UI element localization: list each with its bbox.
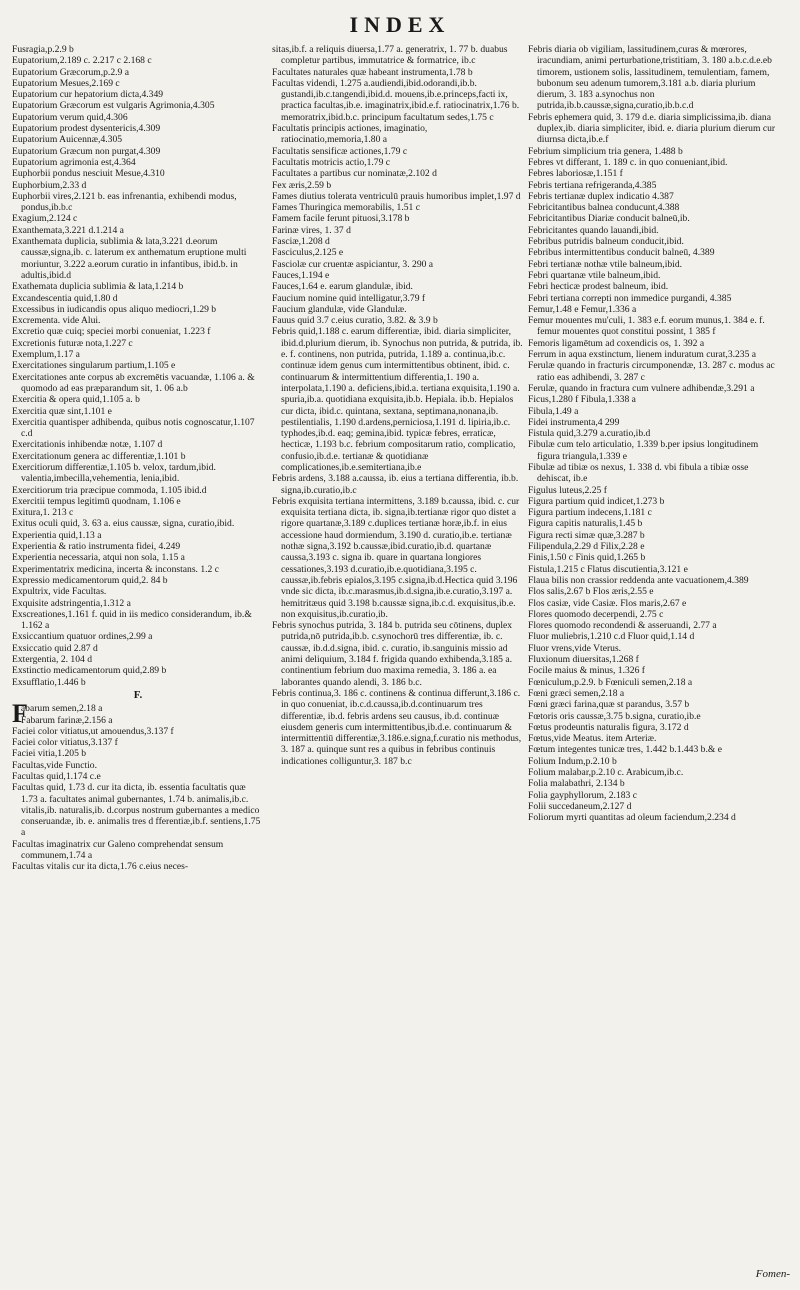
index-entry: Finis,1.50 c Finis quid,1.265 b <box>528 552 646 564</box>
index-entry: Facultates a partibus cur nominatæ,2.102 d <box>272 168 437 180</box>
index-entry: Exitura,1. 213 c <box>12 507 74 519</box>
index-entry: Fidei instrumenta,4 299 <box>528 416 620 428</box>
index-entry: Exercitia quantisper adhibenda, quibus notis cognoscatur,1.107 c.d <box>12 416 255 440</box>
index-entry: Focile maius & minus, 1.326 f <box>528 665 645 677</box>
page-title: INDEX <box>349 12 451 37</box>
index-column-2 <box>272 44 524 767</box>
index-entry: Fasciæ,1.208 d <box>272 236 330 248</box>
index-entry: Febris tertiana refrigeranda,4.385 <box>528 179 657 191</box>
index-entry: Exscreationes,1.161 f. quid in iis medico considerandum, ib.& 1.162 a <box>12 608 252 632</box>
index-entry: Exagium,2.124 c <box>12 213 78 225</box>
index-entry: Exitus oculi quid, 3. 63 a. eius caussæ, signa, curatio,ibid. <box>12 518 235 530</box>
index-entry: Facultatis motricis actio,1.79 c <box>272 156 391 168</box>
index-entry: Fœniculum,p.2.9. b Fœniculi semen,2.18 a <box>528 676 693 688</box>
index-entry: Folium Indum,p.2.10 b <box>528 755 617 767</box>
index-entry: Facultas quid,1.174 c.e <box>12 771 101 782</box>
index-entry: Exsiccatio quid 2.87 d <box>12 642 98 654</box>
index-entry: Eupatorium Græcorum,p.2.9 a <box>12 66 129 78</box>
index-entry: Figura partium indecens,1.181 c <box>528 507 652 519</box>
index-column-1 <box>12 44 264 873</box>
index-entry: Farinæ vires, 1. 37 d <box>272 224 351 236</box>
index-entry: Exercitationum genera ac differentiæ,1.101 b <box>12 450 186 462</box>
index-entry: Fœtus prodeuntis naturalis figura, 3.172 d <box>528 721 689 733</box>
index-entry: Fœni græci farina,quæ st parandus, 3.57 b <box>528 699 690 711</box>
index-entry: Febricitantibus balnea conducunt,4.388 <box>528 202 680 214</box>
index-entry: Eupatorium Græcorum est vulgaris Agrimonia,4.305 <box>12 100 215 112</box>
index-entry: Exercitia & opera quid,1.105 a. b <box>12 394 140 406</box>
index-entry: Fistula quid,3.279 a.curatio,ib.d <box>528 428 651 440</box>
index-entry: Exercitationes ante corpus ab excremētis vacuandæ, 1.106 a. & quomodo ad eas præparandum sit, 1. 06 a.b <box>12 371 255 394</box>
section-letter: F. <box>133 688 143 701</box>
index-entry: Fibulæ ad tibiæ os nexus, 1. 338 d. vbi fibula a tibiæ osse dehiscat, ib.e <box>528 461 749 485</box>
index-column-3 <box>528 44 780 823</box>
index-entry: Eupatorium,2.189 c. 2.217 c 2.168 c <box>12 55 152 67</box>
index-entry: Flores quomodo recondendi & asseruandi, 2.77 a <box>528 620 717 632</box>
index-entry: Expressio medicamentorum quid,2. 84 b <box>12 574 168 586</box>
index-entry: Fasciolæ cur cruentæ aspiciantur, 3. 290 a <box>272 258 434 270</box>
index-entry: Foliorum myrti quantitas ad oleum faciendum,2.234 d <box>528 812 736 824</box>
index-entry: Febris tertianæ duplex indicatio 4.387 <box>528 190 674 202</box>
index-entry: Exsiccantium quatuor ordines,2.99 a <box>12 631 153 643</box>
index-entry: Excrementa. vide Alui. <box>12 315 101 327</box>
index-entry: Folii succedaneum,2.127 d <box>528 800 632 812</box>
index-entry: Febris diaria ob vigiliam, lassitudinem,curas & mœrores, iracundiam, animi perturbatione,tristitiam, 3. 180 a.b.c.d.e.eb timorem, ustionem solis, lassitudinem, temulentiam, famem, bubonum seu adenum tumorem,3.181 a.b. diaria plurium dierum, 3. 183 a.synochus non putrida,ib.b.caussæ,signa,curatio,ib.b.c.d <box>528 44 772 112</box>
index-entry: Febres vt differant, 1. 189 c. in quo conueniant,ibid. <box>528 156 728 168</box>
index-entry: Exercitationes singularum partium,1.105 e <box>12 360 176 372</box>
index-entry: Febres laboriosæ,1.151 f <box>528 168 623 180</box>
index-entry: Facultas vitalis cur ita dicta,1.76 c.eius neces- <box>12 861 189 873</box>
index-entry: Fistula,1.215 c Flatus discutientia,3.121 e <box>528 563 688 575</box>
index-entry: Fœtoris oris caussæ,3.75 b.signa, curatio,ib.e <box>528 710 701 722</box>
index-entry: Fluor muliebris,1.210 c.d Fluor quid,1.14 d <box>528 631 695 643</box>
index-entry: Fluxionum diuersitas,1.268 f <box>528 654 639 666</box>
index-entry: Febris synochus putrida, 3. 184 b. putrida seu cōtinens, duplex putrida,nō putrida,ib.b. c.synochorū tres differentiæ, ib. c. caussæ, ib.d.d.signa, ibid. c. curatio, ib.sanguinis missio ad animi deliquium, 3.184 f. frigida quando exhibenda,3.185 a. continentium febrium duo maxima remedia, 3. 186 a. ea laborantes quando alendi, 3. 186 b.c. <box>272 620 513 688</box>
index-entry: Eupatorium cur hepatorium dicta,4.349 <box>12 89 164 101</box>
index-entry: Fœtum integentes tunicæ tres, 1.442 b.1.443 b.& e <box>528 744 722 756</box>
index-entry: Facultates naturales quæ habeant instrumenta,1.78 b <box>272 66 473 78</box>
index-entry: Exstinctio medicamentorum quid,2.89 b <box>12 665 167 677</box>
index-entry: Fibula,1.49 a <box>528 405 579 417</box>
index-entry: Exquisite adstringentia,1.312 a <box>12 597 131 609</box>
index-entry: Flos salis,2.67 b Flos æris,2.55 e <box>528 586 654 598</box>
index-entry: Figura partium quid indicet,1.273 b <box>528 495 665 507</box>
index-entry: Febris ephemera quid, 3. 179 d.e. diaria simplicissima,ib. diana duplex,ib. diaria simpliciter, ibid. e. diaria plurium dierum cur diurnsa dicta,ib.e.f <box>528 111 776 146</box>
index-entry: Exercitii tempus legitimū quodnam, 1.106 e <box>12 495 181 507</box>
index-entry: Folium malabar,p.2.10 c. Arabicum,ib.c. <box>528 767 684 778</box>
index-entry: Flores quomodo decerpendi, 2.75 c <box>528 608 664 620</box>
index-entry: Eupatorium prodest dysentericis,4.309 <box>12 123 161 135</box>
index-entry: Flos casiæ, vide Casiæ. Flos maris,2.67 e <box>528 597 687 609</box>
index-entry: Fasciculus,2.125 e <box>272 247 344 259</box>
index-entry: Exanthemata,3.221 d.1.214 a <box>12 224 124 236</box>
index-entry: Excretio quæ cuiq; speciei morbi conueniat, 1.223 f <box>12 326 211 338</box>
index-entry: sitas,ib.f. a reliquis diuersa,1.77 a. generatrix, 1. 77 b. duabus completur partibus, immutatrice & formatrice, ib.c <box>272 44 508 67</box>
index-entry: Fames Thuringica memorabilis, 1.51 c <box>272 202 420 214</box>
index-entry: Facultatis principis actiones, imaginatio, ratiocinatio,memoria,1.80 a <box>272 123 428 146</box>
index-entry: Fœtus,vide Meatus. item Arteriæ. <box>528 733 657 745</box>
index-entry: Facultas quid, 1.73 d. cur ita dicta, ib. essentia facultatis quæ 1.73 a. facultates animal gubernantes, 1.74 b. animalis,ib.c. vitalis,ib. naturalis,ib. d.corpus nostrum gubernantes a medico conseruandæ, ib. e. animalis tres d fferentiæ,ib.f. sentiens,1.75 a <box>12 782 261 839</box>
index-entry: Exercitiorum differentiæ,1.105 b. velox, tardum,ibid. valentia,imbecilla,vehementia, lenia,ibid. <box>12 461 216 485</box>
index-entry: Exathemata duplicia sublimia & lata,1.214 b <box>12 281 184 293</box>
index-entry: Exanthemata duplicia, sublimia & lata,3.221 d.eorum caussæ,signa,ib. c. laterum ex anthematum eruptione multi moriuntur, 3.222 a.eorum curatio in infantibus, ibid.b. in adultis,ibid.d <box>12 236 247 281</box>
index-entry: Febri tertianæ nothæ vtile balneum,ibid. <box>528 258 683 270</box>
index-entry: Febris continua,3. 186 c. continens & continua differunt,3.186 c. in quo conueniat, ib.c.d.caussa,ib.d.continuarum tres differentiæ, ib.d. febris ardens seu causus, ib.d. continuæ eiusdem generis cum intermittentibus,ib.d.e. continuarum & intermittentiū differentiæ,3.186.e.signa,f.curatio nis methodus, 3. 187 a. quinque sunt res a quibus in febribus continuis indicationes colliguntur,3. 187 b.c <box>272 687 522 767</box>
index-entry: Fusragia,p.2.9 b <box>12 44 74 55</box>
index-entry: Experientia & ratio instrumenta fidei, 4.249 <box>12 541 181 553</box>
index-entry: Fex æris,2.59 b <box>272 179 332 191</box>
index-entry: Facultas videndi, 1.275 a.audiendi,ibid.odorandi,ib.b. gustandi,ib.c.tangendi,ibid.d. mouens,ib.e.princeps,facti ix, practica facultas,ib.e. imaginatrix,ibid.e.f. ratiocinatrix,1.76 b. memoratrix,ibid.b.c. principum facultatum sedes,1.75 c <box>272 77 520 123</box>
index-entry: Faucium nomine quid intelligatur,3.79 f <box>272 292 426 304</box>
index-entry: Famem facile ferunt pituosi,3.178 b <box>272 213 410 225</box>
index-entry: Ficus,1.280 f Fibula,1.338 a <box>528 394 636 406</box>
index-entry: Euphorbii pondus nesciuit Mesue,4.310 <box>12 168 165 180</box>
index-entry: Exemplum,1.17 a <box>12 349 80 361</box>
catchword: Fomen- <box>755 1268 790 1280</box>
index-entry: Excandescentia quid,1.80 d <box>12 292 118 304</box>
index-entry: Febribus putridis balneum conducit,ibid. <box>528 236 684 248</box>
index-entry: Experientia necessaria, atqui non sola, 1.15 a <box>12 552 185 564</box>
index-entry: Extergentia, 2. 104 d <box>12 654 93 666</box>
index-entry: Febris ardens, 3.188 a.caussa, ib. eius a tertiana differentia, ib.b. signa,ib.curatio,ib.c <box>272 473 519 496</box>
index-entry: Figulus luteus,2.25 f <box>528 484 607 496</box>
index-entry: Febricitantes quando lauandi,ibid. <box>528 224 659 236</box>
index-entry: Ferulæ quando in fracturis circumponendæ, 13. 287 c. modus ac ratio eas adhibendi, 3. 287 c <box>528 360 775 383</box>
index-entry: Exercitationis inhibendæ notæ, 1.107 d <box>12 439 163 451</box>
index-entry: Eupatorium agrimonia est,4.364 <box>12 156 136 168</box>
index-entry: Experimentatrix medicina, incerta & inconstans. 1.2 c <box>12 563 219 575</box>
index-entry: Eupatorium Græcum non purgat,4.309 <box>12 145 161 157</box>
index-entry: Facultatis sensificæ actiones,1.79 c <box>272 145 408 157</box>
index-entry: Fabarum farinæ,2.156 a <box>20 714 113 726</box>
index-entry: Fauces,1.194 e <box>272 269 330 281</box>
index-entry: Fabarum semen,2.18 a <box>12 699 103 729</box>
index-entry: Excretionis futuræ nota,1.227 c <box>12 337 133 349</box>
index-entry: Faciei color vitiatus,3.137 f <box>12 737 118 749</box>
index-entry: Febri hecticæ prodest balneum, ibid. <box>528 281 669 293</box>
index-entry: Febribus intermittentibus conducit balneū, 4.389 <box>528 247 715 259</box>
index-entry: Febris exquisita tertiana intermittens, 3.189 b.caussa, ibid. c. cur exquisita tertiana dicta, ib. signa,ib.tertianæ rigor quo distet a rigore quartanæ,3.189 c.duplices tertianæ horæ,ib.f. in eius accessione haud dormiendum, 3.190 d. curatio,ib.e. tertianæ nothæ signa,3.192 b.caussæ,ibid.curatio,ib.d. quartanæ caussa,3.193 c. signa ib. quare in quartana longiores cessationes,3.193 d.curatio,ib.e.quotidiana,3.195 c. caussæ,ib.febris epialos,3.195 c.signa,ib.d.Hectica quid 3.196 vnde sic dicta, ib.c.marasmus,ib.d.signa,ib.e.curatio,3.197 a. hemitritæus quid 3.198 b.caussæ signa,ib.c.d. exquisitus,ib.e. non exquisitus,ib.curatio,ib. <box>272 495 520 620</box>
index-entry: Femur,1.48 e Femur,1.336 a <box>528 303 637 315</box>
index-entry: Facultas,vide Functio. <box>12 759 97 771</box>
index-entry: Eupatorium Mesues,2.169 c <box>12 77 120 89</box>
index-entry: Figura capitis naturalis,1.45 b <box>528 518 643 530</box>
index-entry: Femur mouentes mu'culi, 1. 383 e.f. eorum munus,1. 384 e. f. femur mouentes quot constitui possint, 1 385 f <box>528 315 765 338</box>
index-entry: Fibulæ cum telo articulatio, 1.339 b.per ipsius longitudinem figura triangula,1.339 e <box>528 439 759 462</box>
index-entry: Fauces,1.64 e. earum glandulæ, ibid. <box>272 281 413 293</box>
index-entry: Euphorbii vires,2.121 b. eas infrenantia, exhibendi modus, pondus,ib.b.c <box>12 190 237 214</box>
index-entry: Exercitia quæ sint,1.101 e <box>12 405 112 417</box>
index-entry: Eupatorium verum quid,4.306 <box>12 111 128 123</box>
index-entry: Febris quid,1.188 c. earum differentiæ, ibid. diaria simpliciter, ibid.d.plurium dierum, ib. Synochus non putrida, & putrida, ib. e. f. continens, non putrida, putrida, 1.189 a. continua,ib.c. continuæ idem genus cum intermittentibus obtinent, ibid. c. continuarum & intermittentium differentia,1. 190 a. interpolata,1.190 a. deficiens,ibid.a. tertiana exquisita,1.190 a. spuria,ib.a. quotidiana exquisita,ib.b. Hepiala. ib.b. Hepialos cur dicta, ibid.c. quintana, sextana, septimana,nonana,ib. pestilentialis, 1.190 d.ardens,perniciosa,1.191 d. lipiria,ib.c. typhodes,ib.d. eaq; gemina,ibid. typicæ febres, erraticæ, hecticæ, 1.193 b.c. febrium compositarum ratio, complicatio, confusio,ib.d.e. tertianæ & quotidianæ complicationes,ib.e.semitertiana,ib.e <box>272 326 523 473</box>
index-entry: Excessibus in iudicandis opus aliquo mediocri,1.29 b <box>12 303 217 315</box>
index-entry: Fauus quid 3.7 c.eius curatio, 3.82. & 3.9 b <box>272 315 438 327</box>
index-entry: Eupatorium Auicennæ,4.305 <box>12 134 123 146</box>
index-entry: Folia gayphyllorum, 2.183 c <box>528 789 637 801</box>
index-entry: Exercitiorum tria præcipue commoda, 1.105 ibid.d <box>12 484 207 496</box>
index-entry: Experientia quid,1.13 a <box>12 529 102 541</box>
index-entry: Expultrix, vide Facultas. <box>12 586 107 598</box>
index-entry: Exsufflatio,1.446 b <box>12 676 86 688</box>
index-entry: Flaua bilis non crassior reddenda ante vacuationem,4.389 <box>528 574 749 586</box>
index-entry: Femoris ligamētum ad coxendicis os, 1. 392 a <box>528 337 705 349</box>
index-entry: Fames diutius tolerata ventriculū prauis humoribus implet,1.97 d <box>272 190 521 202</box>
index-entry: Figura recti simæ quæ,3.287 b <box>528 529 645 541</box>
index-entry: Febricitantibus Diariæ conducit balneū,ib. <box>528 213 690 225</box>
index-entry: Fluor vrens,vide Vterus. <box>528 642 622 654</box>
index-entry: Faciei vitia,1.205 b <box>12 748 87 760</box>
index-entry: Ferulæ, quando in fractura cum vulnere adhibendæ,3.291 a <box>528 382 755 394</box>
index-entry: Febri tertiana correpti non immedice purgandi, 4.385 <box>528 292 732 304</box>
index-entry: Euphorbium,2.33 d <box>12 179 87 191</box>
index-entry: Faucium glandulæ, vide Glandulæ. <box>272 303 407 315</box>
index-entry: Fœni græci semen,2.18 a <box>528 687 625 699</box>
index-entry: Faciei color vitiatus,ut amouendus,3.137 f <box>12 725 174 737</box>
index-entry: Febrium simplicium tria genera, 1.488 b <box>528 145 683 157</box>
index-entry: Ferrum in aqua exstinctum, lienem induratum curat,3.235 a <box>528 349 757 361</box>
index-entry: Filipendula,2.29 d Filix,2.28 e <box>528 541 645 553</box>
index-entry: Facultas imaginatrix cur Galeno comprehendat sensum communem,1.74 a <box>12 838 224 862</box>
index-entry: Febri quartanæ vtile balneum,ibid. <box>528 269 661 281</box>
index-entry: Folia malabathri, 2.134 b <box>528 778 625 790</box>
